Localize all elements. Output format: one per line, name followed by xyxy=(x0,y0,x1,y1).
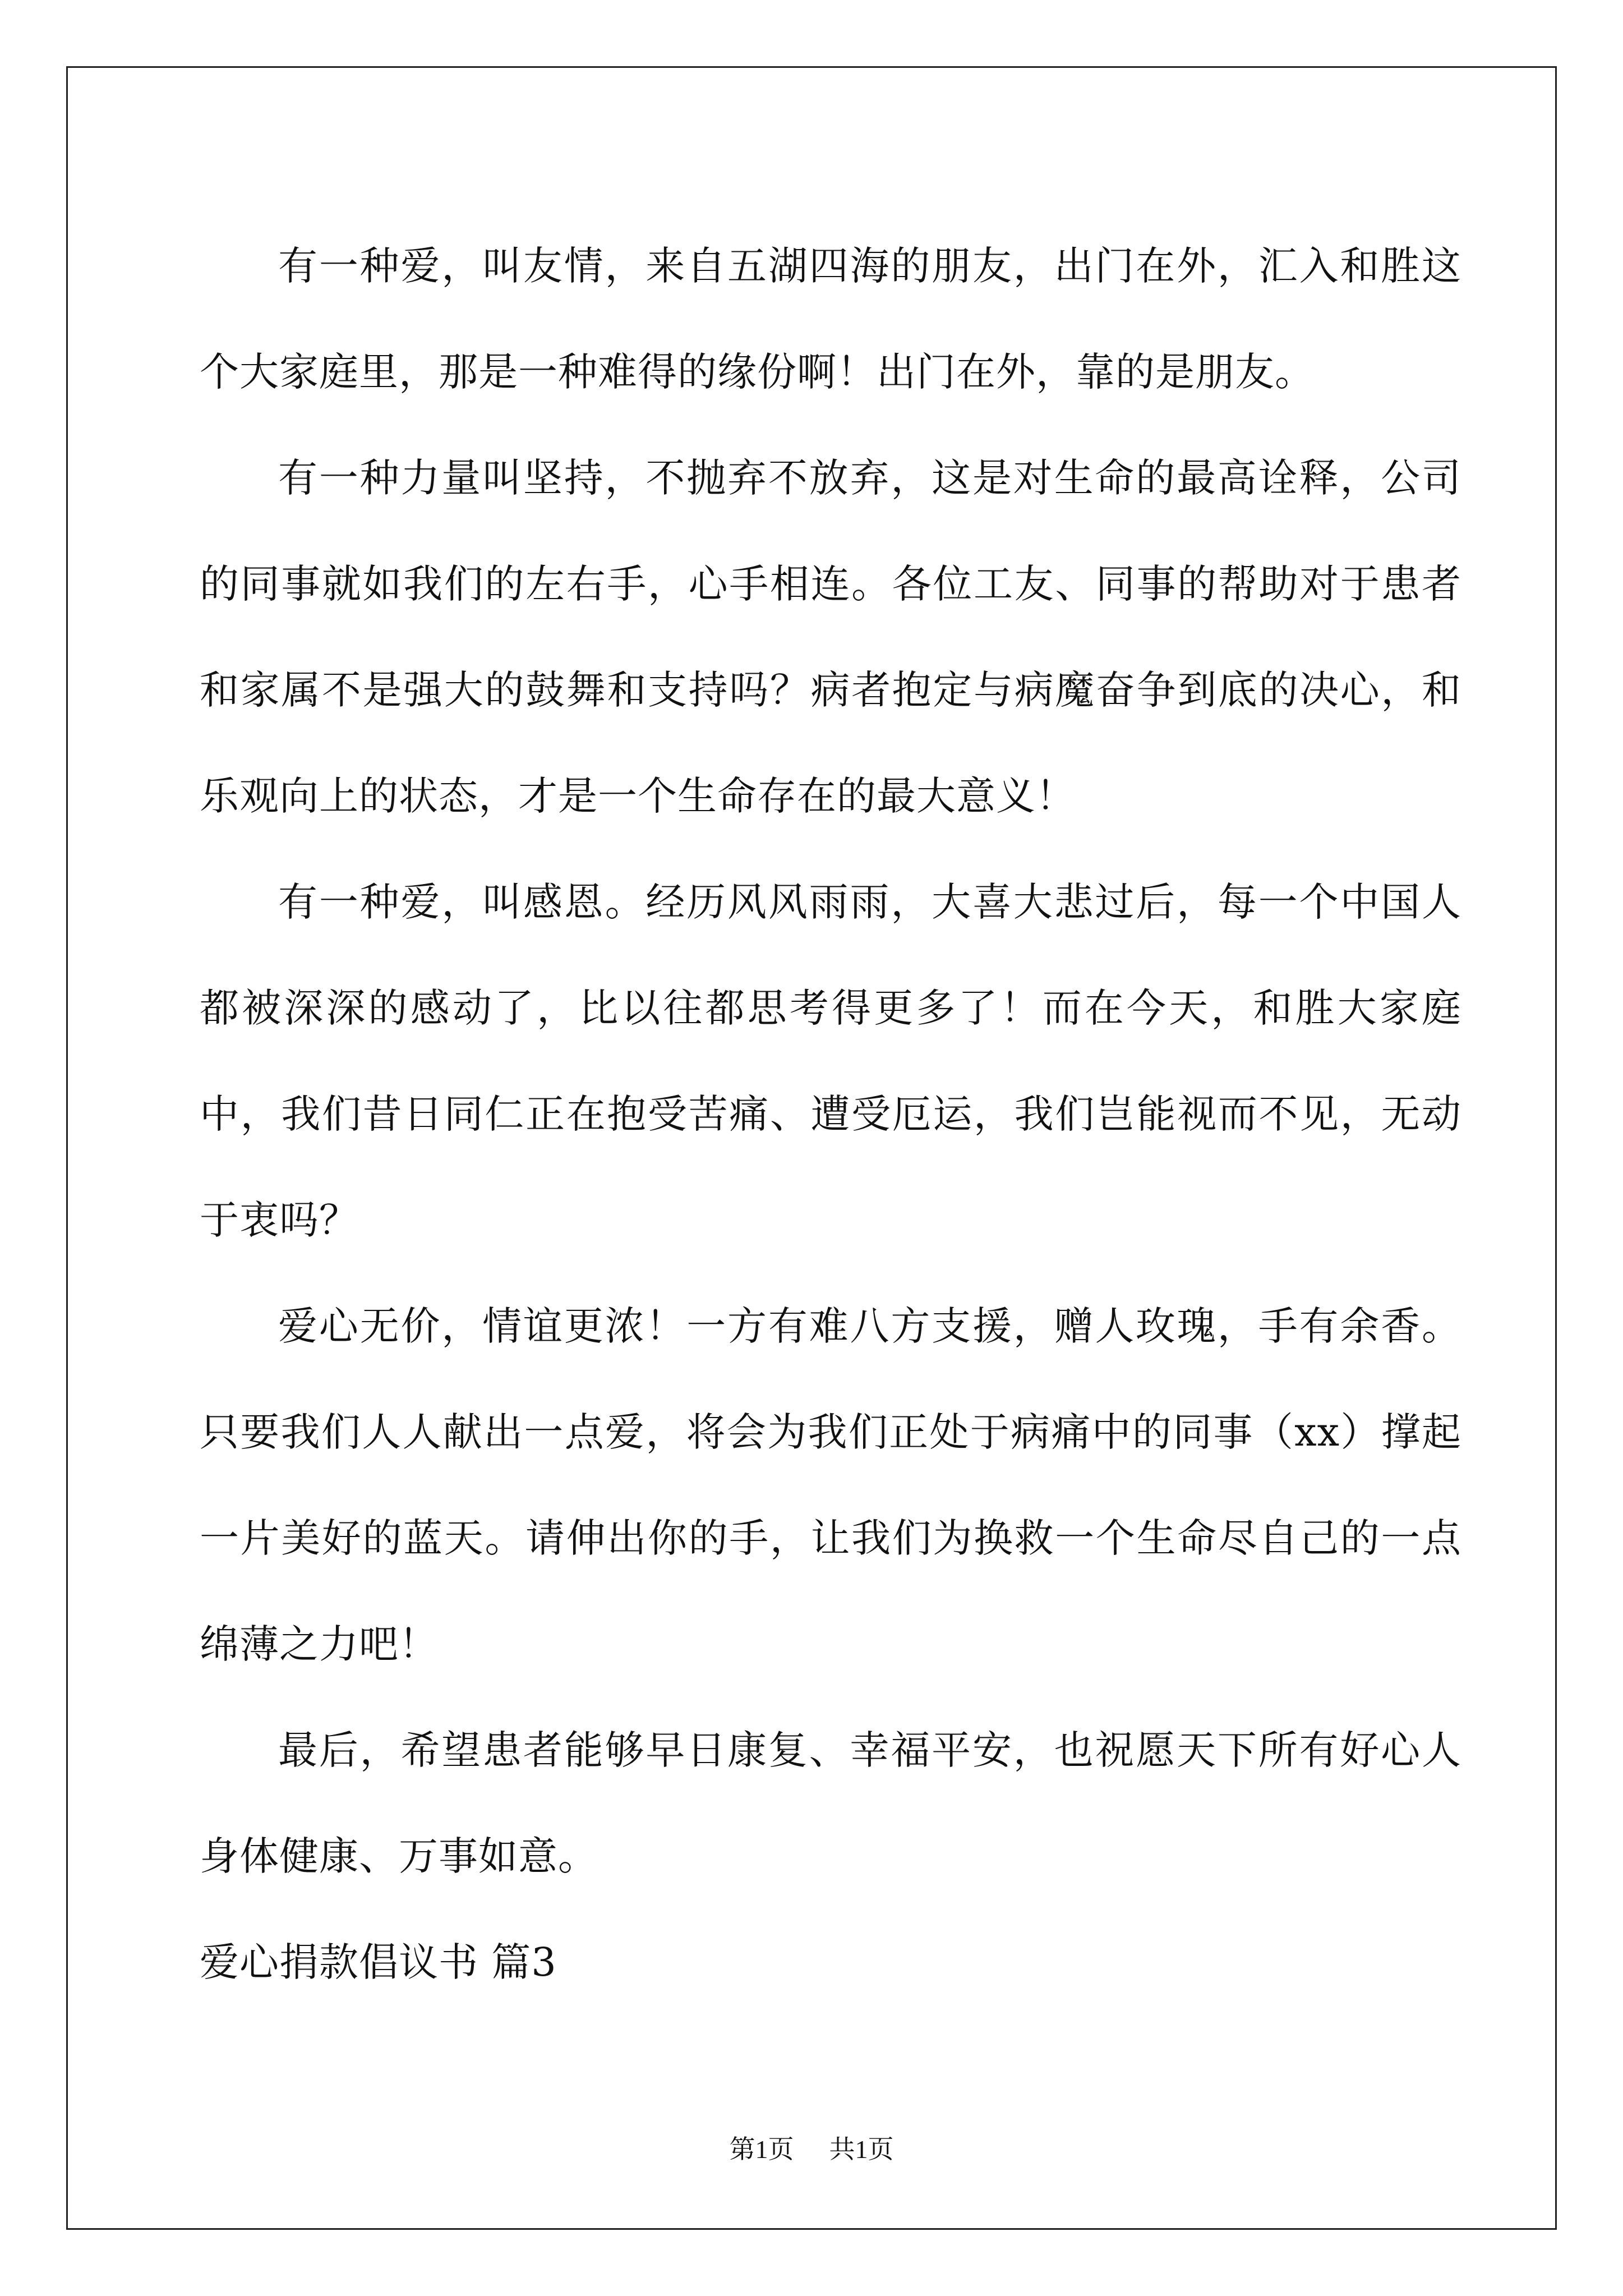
page-footer xyxy=(0,2129,1623,2166)
paragraph-friendship: 有一种爱，叫友情，来自五湖四海的朋友，出门在外，汇入和胜这个大家庭里，那是一种难得的缘份啊！出门在外，靠的是朋友。 xyxy=(200,243,1461,395)
section-heading: 爱心捐款倡议书 篇3 xyxy=(200,1939,557,1985)
paragraph-closing-wish: 最后，希望患者能够早日康复、幸福平安，也祝愿天下所有好心人身体健康、万事如意。 xyxy=(200,1727,1461,1879)
paragraph-appeal: 爱心无价，情谊更浓！一方有难八方支援，赠人玫瑰，手有余香。只要我们人人献出一点爱，将会为我们正处于病痛中的同事（xx）撑起一片美好的蓝天。请伸出你的手，让我们为换救一个生命尽自己的一点绵薄之力吧！ xyxy=(200,1303,1462,1667)
page-total: 共1页 xyxy=(829,2135,894,2164)
document-body xyxy=(200,213,1461,2016)
paragraph-gratitude: 有一种爱，叫感恩。经历风风雨雨，大喜大悲过后，每一个中国人都被深深的感动了，比以往都思考得更多了！而在今天，和胜大家庭中，我们昔日同仁正在抱受苦痛、遭受厄运，我们岂能视而不见，无动于衷吗？ xyxy=(200,879,1461,1243)
paragraph-persistence: 有一种力量叫坚持，不抛弃不放弃，这是对生命的最高诠释，公司的同事就如我们的左右手，心手相连。各位工友、同事的帮助对于患者和家属不是强大的鼓舞和支持吗？病者抱定与病魔奋争到底的决心，和乐观向上的状态，才是一个生命存在的最大意义！ xyxy=(200,455,1461,819)
page-number: 第1页 xyxy=(729,2135,794,2164)
